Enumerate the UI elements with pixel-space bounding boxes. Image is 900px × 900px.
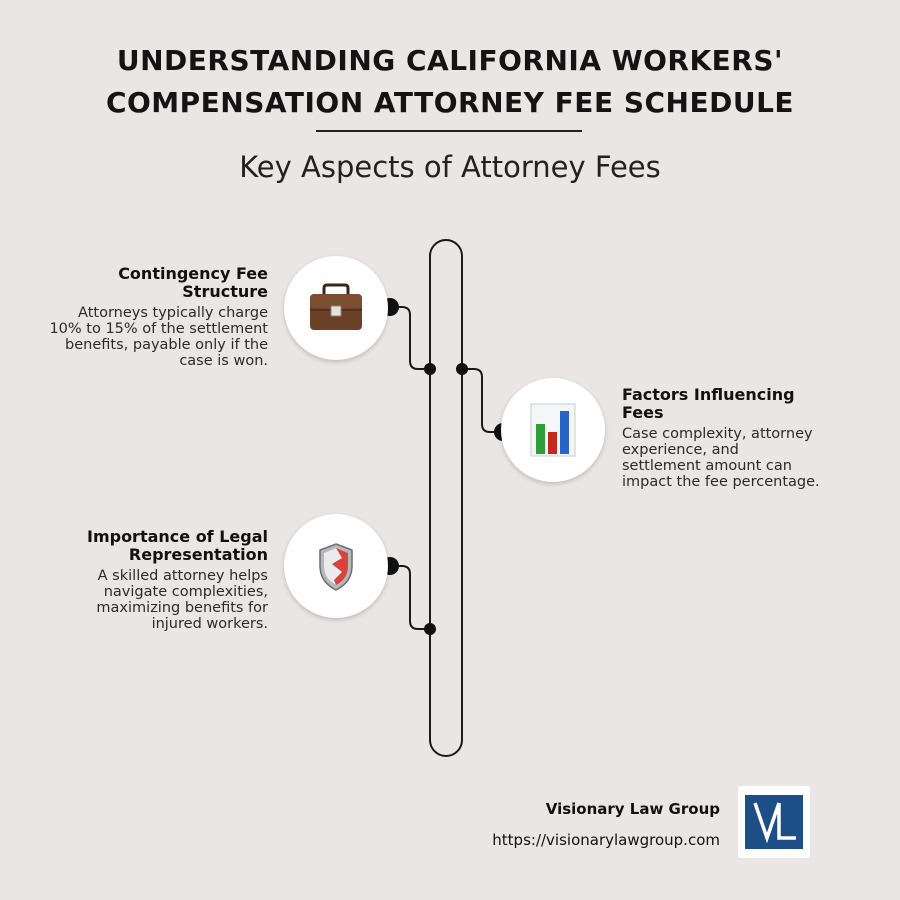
icon-circle-contingency bbox=[284, 256, 388, 360]
item-title: Contingency Fee Structure bbox=[118, 264, 268, 301]
title-line-1: UNDERSTANDING CALIFORNIA WORKERS' bbox=[116, 44, 784, 77]
brand-name: Visionary Law Group bbox=[545, 800, 720, 818]
brand-logo bbox=[738, 786, 810, 858]
subtitle: Key Aspects of Attorney Fees bbox=[239, 150, 661, 184]
icon-circle-importance bbox=[284, 514, 388, 618]
title-line-2: COMPENSATION ATTORNEY FEE SCHEDULE bbox=[105, 86, 795, 119]
timeline-track bbox=[430, 240, 462, 756]
item-importance bbox=[38, 528, 268, 632]
icon-circle-factors bbox=[501, 378, 605, 482]
dot-importance-track bbox=[424, 623, 436, 635]
connector-factors bbox=[462, 369, 503, 432]
item-title: Factors Influencing Fees bbox=[622, 385, 795, 422]
dot-contingency-track bbox=[424, 363, 436, 375]
brand-url[interactable]: https://visionarylawgroup.com bbox=[492, 831, 720, 849]
item-description: Case complexity, attorney experience, and settlement amount can impact the fee percentage. bbox=[622, 426, 820, 490]
item-description: Attorneys typically charge 10% to 15% of the settlement benefits, payable only if the case is won. bbox=[49, 305, 268, 369]
connector-contingency bbox=[390, 307, 430, 369]
bar-chart-icon bbox=[501, 378, 605, 482]
shield-icon bbox=[284, 514, 388, 618]
item-contingency bbox=[48, 265, 268, 369]
dot-factors-track bbox=[456, 363, 468, 375]
item-title: Importance of Legal Representation bbox=[86, 527, 268, 564]
briefcase-icon bbox=[284, 256, 388, 360]
item-description: A skilled attorney helps navigate complexities, maximizing benefits for injured workers. bbox=[96, 568, 268, 632]
item-factors bbox=[622, 386, 862, 490]
vl-logo-icon bbox=[738, 786, 810, 858]
connector-importance bbox=[390, 566, 430, 629]
